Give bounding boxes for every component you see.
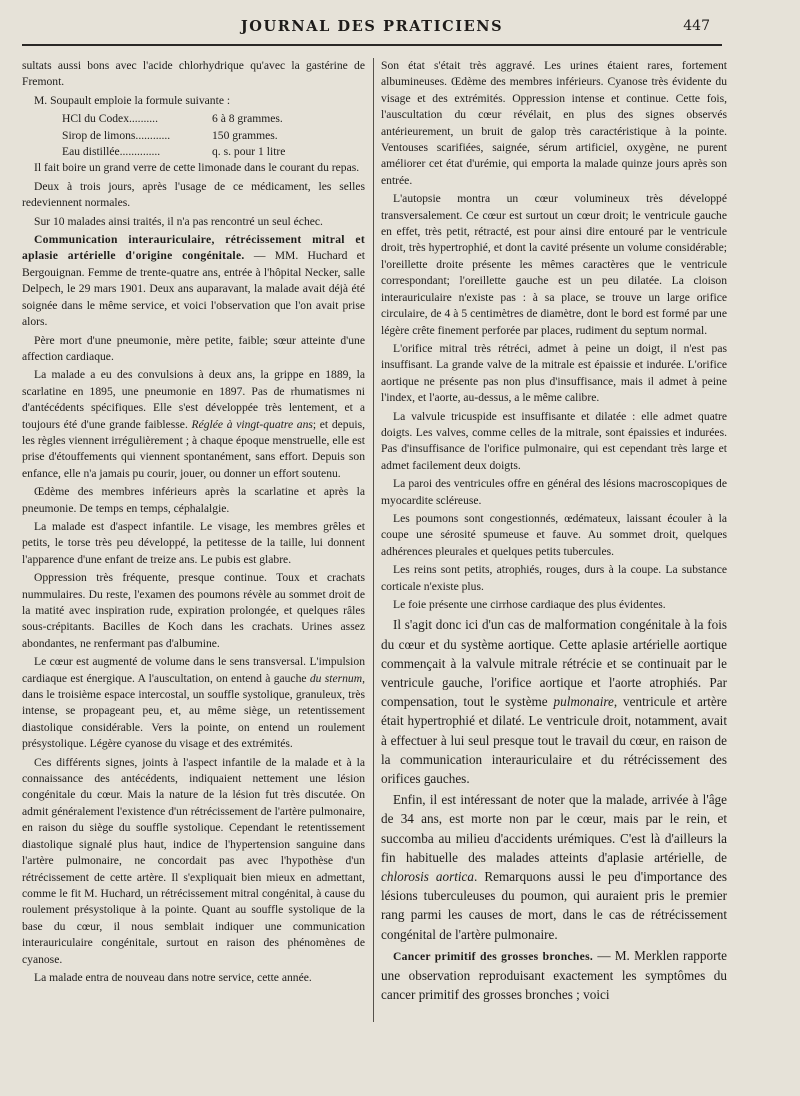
text-run: La malade a eu des convulsions à deux ans, la grippe en 1889, la scarlatine en 1895, une pneumonie en 1897. Pas de rhumatismes ni d'antécédents spécifiques. Elle s'est développée très lentement, et a toujours été d'une grande faiblesse. [22,368,365,431]
formula-line [22,144,365,160]
paragraph [381,191,727,339]
right-column [381,58,727,1006]
text-run: Le cœur est augmenté de volume dans le sens transversal. L'impulsion cardiaque est énergique. A l'auscultation, on entend à gauche [22,655,365,685]
paragraph: Oppression très fréquente, presque continue. Toux et crachats nummulaires. Du reste, l'examen des poumons révèle au sommet droit de la matité avec inspiration rude, expiration prolongée, et quelques râles sous-crépitants. Bacilles de Koch dans les crachats. Urines assez abondantes, ne renfermant pas d'albumine. [22,571,365,650]
text-run: ; et depuis, les règles viennent irrégulièrement ; à chaque époque menstruelle, elle est prise d'étouffements qui viennent spontanément, sans effort. Depuis son enfance, elle n'a jamais pu courir, jouer, ou donner un effort soutenu. [22,417,365,480]
paragraph: La malade entra de nouveau dans notre service, cette année. [34,970,312,984]
paragraph: sultats aussi bons avec l'acide chlorhydrique qu'avec la gastérine de Fremont. [22,59,365,89]
formula-ingredient: Eau distillée.............. [62,145,161,159]
paragraph [22,367,365,482]
running-header [22,14,722,40]
section-paragraph [381,946,727,1005]
formula-line [22,111,365,127]
paragraph: Les reins sont petits, atrophiés, rouges, durs à la coupe. La substance corticale n'existe plus. [381,563,727,593]
paragraph: Deux à trois jours, après l'usage de ce médicament, les selles redeviennent normales. [22,179,365,210]
column-divider [373,58,374,1022]
formula-ingredient: HCl du Codex.......... [62,112,158,126]
section-body: — MM. Huchard et Bergouignan. Femme de trente-quatre ans, entrée à l'hôpital Necker, salle Delpech, le 29 mars 1901. Deux ans auparavant, la malade avait déjà été soignée dans le même service, et voici l'observation que l'on avait prise alors. [22,249,365,329]
paragraph: La malade est d'aspect infantile. Le visage, les membres grêles et petits, le torse très peu développé, la petitesse de la taille, lui donnent l'apparence d'une enfant de treize ans. Le pubis est glabre. [22,519,365,566]
italic-run: du sternum [309,671,363,685]
paragraph: Il fait boire un grand verre de cette limonade dans le courant du repas. [34,161,360,175]
formula-line [22,128,365,144]
formula-quantity: q. s. pour 1 litre [212,145,286,159]
paragraph: Ces différents signes, joints à l'aspect infantile de la malade et à la connaissance des antécédents, indiquaient nettement une lésion congénitale du cœur. Mais la nature de la lésion fut très discutée. On admit généralement l'existence d'un rétrécissement de l'artère pulmonaire, en raison du siège du souffle systolique. Cependant le retentissement diastolique signalé plus haut, indice de l'hypertension sanguine dans l'artère pulmonaire, ne concordait pas avec l'hypothèse d'un rétrécissement de cette artère. Il s'expliquait bien mieux en admettant, comme le fit M. Huchard, un rétrécissement mitral congénital, à cause du roulement présystolique à la pointe. Quant au souffle systolique de la base du cœur, il nous semblait indiquer une communication interauriculaire congénitale, surtout en raison des phénomènes de cyanose. [22,755,365,966]
left-column [22,58,365,988]
paragraph: Son état s'était très aggravé. Les urines étaient rares, fortement albumineuses. Œdème des membres inférieurs. Cyanose très évidente du visage et des extrémités. Oppression intense et continue. Cette fois, l'auscultation du cœur révélait, en plus des signes observés antérieurement, un bruit de galop très caractéristique à la pointe. Ventouses scarifiées, saignée, sérum artificiel, oxygène, ne purent améliorer cet état d'urémie, qui emporta la malade quinze jours après son entrée. [381,59,727,187]
italic-run: Réglée à vingt-quatre ans [191,417,313,431]
page-number: 447 [683,18,710,34]
paragraph: Les poumons sont congestionnés, œdémateux, laissant écouler à la coupe une sérosité spumeuse et fauve. Au sommet droit, quelques adhérences pleurales et quelques petits tubercules. [381,511,727,558]
commentary-paragraph [381,615,727,788]
paragraph: La paroi des ventricules offre en général des lésions macroscopiques de myocardite scléreuse. [381,477,727,507]
text-run: Il s'agit donc ici d'un cas de malformation congénitale à la fois du cœur et du système aortique. Cette aplasie artérielle aortique commençait à la valvule mitrale rétrécie et se continuait par le ventricule gauche, l'orifice aortique et l'aorte atrophiés. Par compensation, tout le système [381,617,727,710]
paragraph [22,654,365,752]
text-run: montra un cœur volumineux très développé transversalement. Ce cœur est surtout un cœur droit; le ventricule gauche en effet, très petit, rétracté, est pour ainsi dire entouré par le ventricule droit, très hypertrophié, et dont la cavité présente un volume considérable; l'oreillette droite présente les mêmes caractères que le ventricule correspondant; l'oreillette gauche est un peu dilatée. La cloison interauriculaire n'existe pas : à sa place, se trouve un large orifice circulaire, de 4 à 5 centimètres de diamètre, dont le bord est formé par une légère crête finement perforée par places, rudiment du septum normal. [381,192,727,337]
section-body: — M. Merklen rapporte une observation reproduisant exactement les symptômes du cancer primitif des grosses bronches ; voici [381,947,727,1003]
commentary-paragraph [381,790,727,944]
formula [22,111,365,160]
paragraph: Œdème des membres inférieurs après la scarlatine et après la pneumonie. De temps en temps, céphalalgie. [22,485,365,515]
text-run: Enfin, il est intéressant de noter que la malade, arrivée à l'âge de 34 ans, est morte non par le cœur, mais par le rein, et succomba au milieu d'accidents urémiques. C'est là d'ailleurs la fin habituelle des malades atteints d'aplasie artérielle, de [381,792,727,865]
paragraph: L'orifice mitral très rétréci, admet à peine un doigt, il n'est pas insuffisant. La grande valve de la mitrale est épaissie et indurée. L'orifice aortique ne présente pas non plus d'insuffisance, mais il admet à peine l'index, et l'aorte, au-dessus, a le même calibre. [381,341,727,405]
formula-quantity: 6 à 8 grammes. [212,112,283,126]
text-run: , ventricule et artère était hypertrophié et dilaté. Le ventricule droit, notamment, avait à effectuer à lui seul presque tout le travail du cœur, en raison de la communication interauriculaire et du rétrécissement des orifices gauches. [381,694,728,787]
paragraph: Le foie présente une cirrhose cardiaque des plus évidentes. [393,598,666,611]
paragraph: Père mort d'une pneumonie, mère petite, faible; sœur atteinte d'une affection cardiaque. [22,333,365,363]
formula-ingredient: Sirop de limons............ [62,128,171,142]
paragraph: La valvule tricuspide est insuffisante et dilatée : elle admet quatre doigts. Les valves, comme celles de la mitrale, sont épaissies et indurées. Pas d'insuffisance de l'orifice pulmonaire, qui est cependant très large et admet facilement deux doigts. [381,409,727,472]
text-run: L'autopsie [393,192,441,206]
section-title: Cancer primitif des grosses bronches. [393,949,594,963]
text-run: , dans le troisième espace intercostal, un souffle systolique, granuleux, très intense, se propageant peu, et, au même siège, un retentissement diastolique considérable. Vers la pointe, on entend un roulement présystolique. Légère cyanose du visage et des extrémités. [22,671,365,751]
journal-title: JOURNAL DES PRATICIENS [240,18,504,35]
section-title: Communication interauriculaire, rétrécissement mitral et aplasie artérielle d'origine congénitale. [22,233,365,263]
italic-run: pulmonaire [553,694,614,710]
paragraph: M. Soupault emploie la formule suivante : [34,93,231,107]
italic-run: chlorosis aortica [381,869,475,885]
paragraph: Sur 10 malades ainsi traités, il n'a pas rencontré un seul échec. [34,214,323,228]
text-run: . Remarquons aussi le peu d'importance des lésions tuberculeuses du poumon, qui auraient pris le premier rang parmi les causes de mort, dans le cas de rétrécissement congénital de l'artère pulmonaire. [381,869,727,942]
header-rule [22,44,722,46]
formula-quantity: 150 grammes. [212,128,278,142]
section-paragraph [22,232,365,330]
